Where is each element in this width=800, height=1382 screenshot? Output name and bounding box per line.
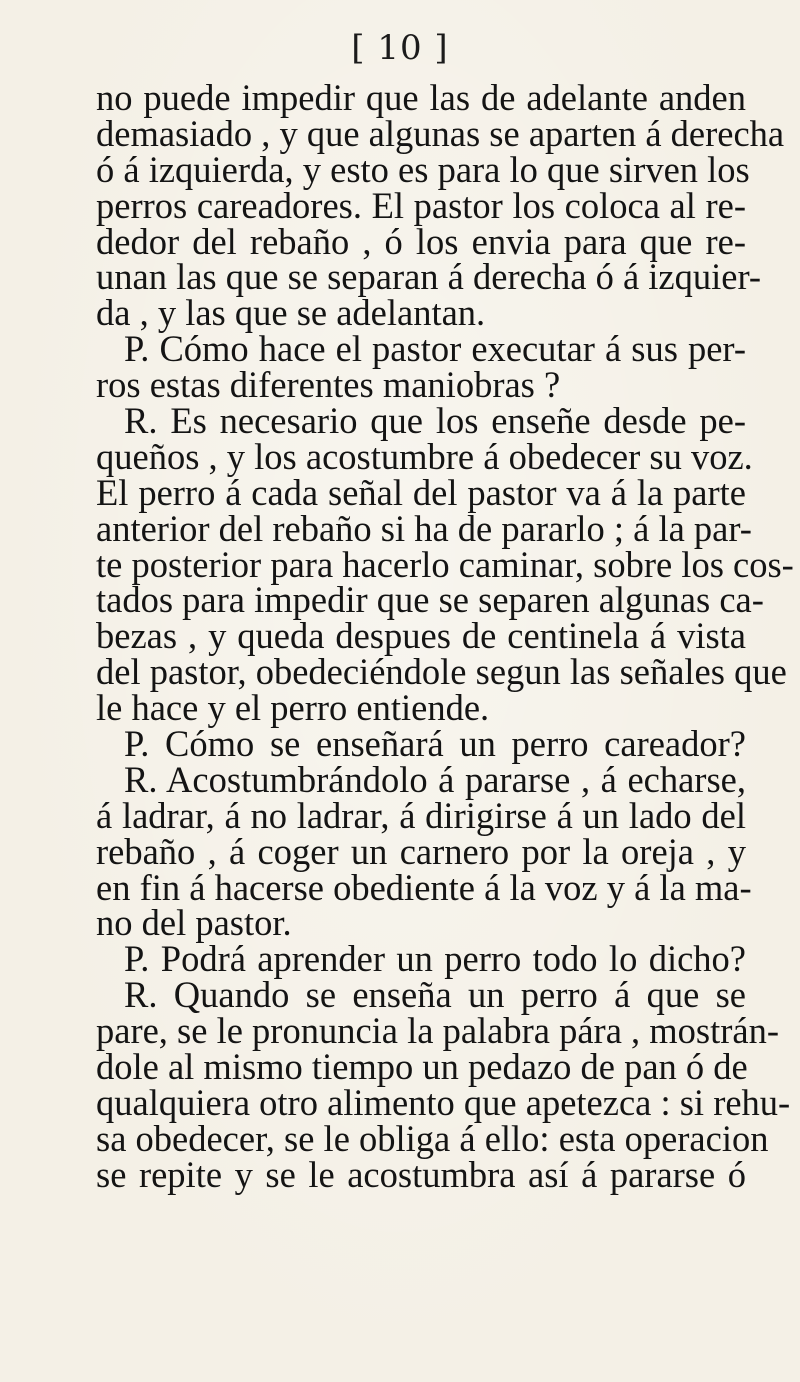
text-line: en fin á hacerse obediente á la voz y á la ma- <box>96 866 752 908</box>
text-line: pare, se le pronuncia la palabra pára , mostrán- <box>96 1010 780 1052</box>
text-line: bezas , y queda despues de centinela á vista <box>96 615 746 657</box>
text-line: P. Cómo hace el pastor executar á sus per- <box>124 328 746 370</box>
text-line: qualquiera otro alimento que apetezca : si rehu- <box>96 1081 791 1123</box>
text-line: ó á izquierda, y esto es para lo que sirven los <box>96 148 750 190</box>
text-line: R. Quando se enseña un perro á que se <box>124 974 746 1016</box>
text-line: no del pastor. <box>96 902 292 944</box>
text-line: tados para impedir que se separen algunas ca- <box>96 579 764 621</box>
text-line: dole al mismo tiempo un pedazo de pan ó de <box>96 1046 748 1088</box>
text-line: dedor del rebaño , ó los envia para que re- <box>96 220 746 262</box>
text-line: te posterior para hacerlo caminar, sobre los cos- <box>96 543 794 585</box>
text-line: queños , y los acostumbre á obedecer su voz. <box>96 435 753 477</box>
text-line: da , y las que se adelantan. <box>96 292 486 334</box>
text-line: El perro á cada señal del pastor va á la parte <box>96 471 746 513</box>
text-line: ros estas diferentes maniobras ? <box>96 364 561 406</box>
text-line: sa obedecer, se le obliga á ello: esta operacion <box>96 1117 769 1159</box>
page-number: [ 10 ] <box>351 28 449 68</box>
text-line: P. Podrá aprender un perro todo lo dicho? <box>124 938 746 980</box>
text-line: demasiado , y que algunas se aparten á derecha <box>96 112 785 154</box>
text-line: unan las que se separan á derecha ó á izquier- <box>96 256 762 298</box>
text-line: perros careadores. El pastor los coloca al re- <box>96 184 746 226</box>
text-line: á ladrar, á no ladrar, á dirigirse á un lado del <box>96 794 746 836</box>
text-line: le hace y el perro entiende. <box>96 687 490 729</box>
text-line: R. Es necesario que los enseñe desde pe- <box>124 400 746 442</box>
text-line: se repite y se le acostumbra así á pararse ó <box>96 1153 746 1195</box>
text-line: R. Acostumbrándolo á pararse , á echarse, <box>124 758 746 800</box>
text-line: no puede impedir que las de adelante anden <box>96 77 746 118</box>
text-line: rebaño , á coger un carnero por la oreja , y <box>96 830 746 872</box>
text-line: P. Cómo se enseñará un perro careador? <box>124 723 746 765</box>
body-text <box>96 77 794 1195</box>
text-line: del pastor, obedeciéndole segun las señales que <box>96 651 787 693</box>
text-line: anterior del rebaño si ha de pararlo ; á la par- <box>96 507 752 549</box>
